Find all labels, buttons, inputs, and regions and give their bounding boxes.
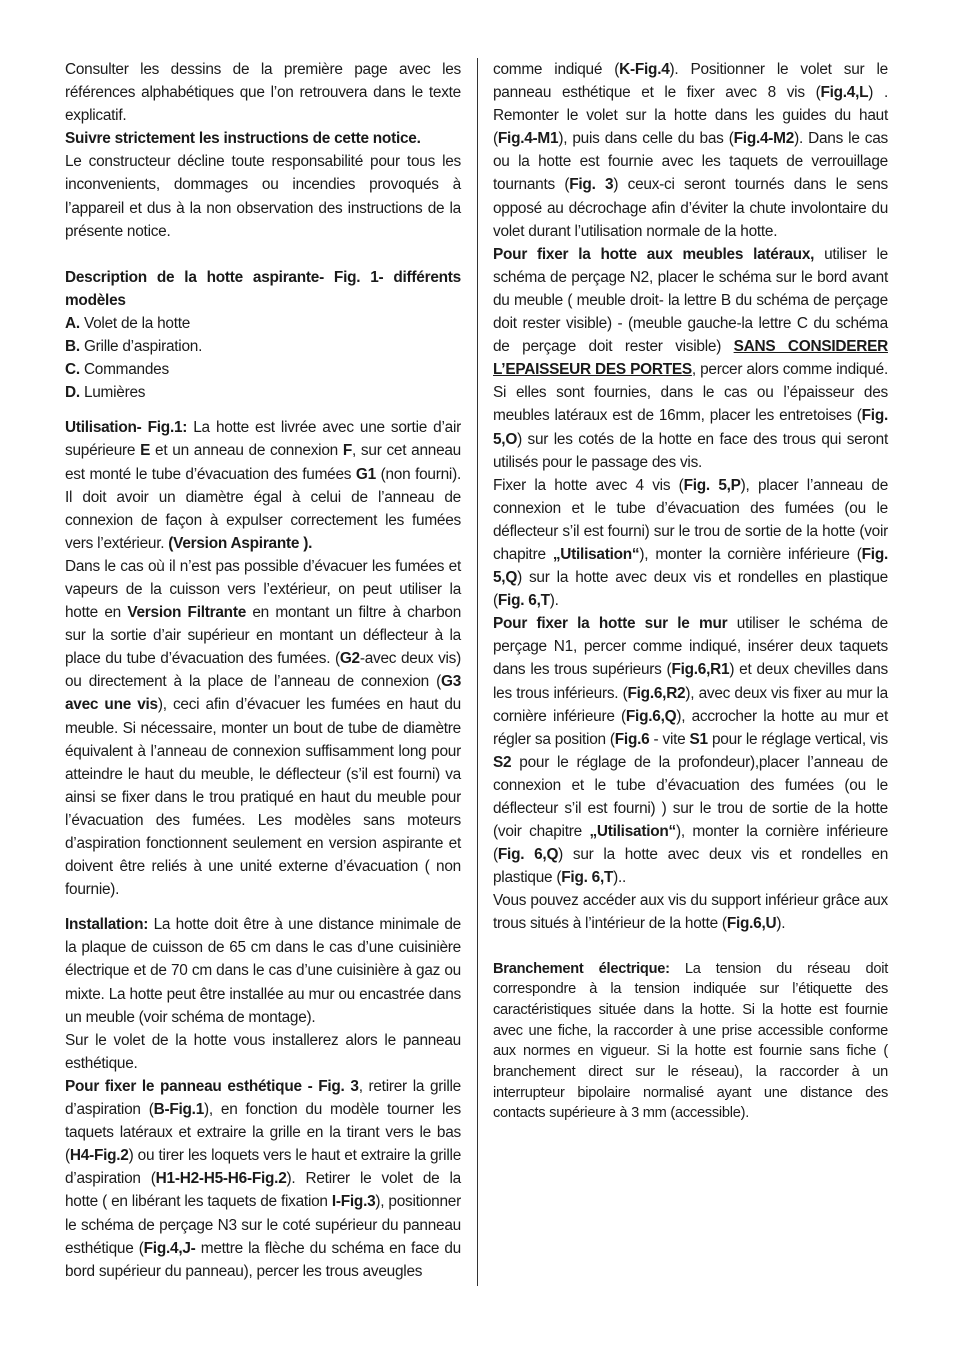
item-text: Volet de la hotte — [83, 314, 191, 332]
underlined-warning: SANS CONSIDERER L’EPAISSEUR DES PORTES — [493, 338, 888, 379]
text-run: Dans le cas où il n’est pas possible d’évacuer les fumées et vapeurs de la cuisson vers l’extérieur, on peut utiliser la hotte en — [65, 557, 461, 622]
ref-label: K-Fig.4 — [619, 61, 670, 78]
disclaimer-paragraph — [65, 150, 461, 242]
filtrante-paragraph — [65, 555, 461, 901]
section-heading: Utilisation- Fig.1: — [65, 419, 188, 437]
text-run: ) sur la hotte avec deux vis et rondelles en plastique ( — [493, 569, 888, 610]
description-item — [65, 381, 461, 404]
section-heading: Pour fixer la hotte sur le mur — [493, 615, 728, 633]
text-run: ), puis dans celle du bas ( — [558, 130, 734, 148]
right-column — [493, 58, 888, 1124]
item-text: Commandes — [83, 361, 169, 379]
text-run: pour le réglage de la profondeur),placer l’anneau de connexion et le tube d’évacuation des fumées (ou le déflecteur s’il est fourni) ) sur le trou de sortie de la hotte (voir chapitre — [493, 753, 888, 841]
text-run: -avec deux vis) ou directement à la place de l’anneau de connexion ( — [65, 650, 461, 691]
text-run: ), ceci afin d’évacuer les fumées en haut du meuble. Si nécessaire, monter un bout de tube de diamètre équivalent à l’anneau de connexion suffisamment long pour atteindre le haut du meuble, le déflecteur (s’il est fourni) va ainsi se fixer dans le trou pratiqué en haut du meuble pour l’évacuation des fumées. Les modèles sans moteurs d’aspiration fonctionnent seulement en version aspirante et doivent être reliés à une unité externe d’évacuation ( non fournie). — [65, 696, 461, 899]
intro-bold-text: Suivre strictement les instructions de cette notice. — [65, 130, 421, 148]
text-run: ) ou tirer les loquets vers le haut et extraire la grille d’aspiration ( — [65, 1147, 461, 1188]
installation-paragraph — [65, 913, 461, 1028]
intro-text: Consulter les dessins de la première page avec les références alphabétiques que l’on retrouvera dans le texte explicatif. — [65, 61, 461, 125]
text-run: ). — [549, 592, 559, 610]
ref-label: Fig.6,R1 — [671, 661, 730, 679]
text-run: ).. — [613, 869, 627, 887]
description-title-text: Description de la hotte aspirante- Fig. 1- différents modèles — [65, 268, 461, 309]
ref-label: (Version Aspirante ). — [168, 534, 313, 552]
item-text: Grille d’aspiration. — [83, 338, 203, 356]
ref-label: Fig. 6,T — [497, 592, 550, 610]
ref-label: Fig.4,L — [820, 84, 869, 102]
item-key: C. — [65, 361, 80, 379]
ref-label: Fig. 6,Q — [497, 846, 559, 864]
ref-label: „Utilisation“ — [589, 823, 676, 841]
left-column — [65, 58, 461, 1283]
ref-label: G3 avec une vis — [65, 673, 461, 714]
lateraux-paragraph — [493, 243, 888, 474]
ref-label: Fig.4-M1 — [497, 130, 559, 148]
text-run: (non fourni). Il doit avoir un diamètre égal à celui de l’anneau de connexion de façon à expulser correctement les fumées vers l’extérieur. — [65, 465, 461, 552]
item-key: B. — [65, 338, 80, 356]
text-run: ), accrocher la hotte au mur et régler sa position ( — [493, 707, 888, 748]
acces-paragraph — [493, 889, 888, 935]
text-run: comme indiqué ( — [493, 61, 620, 78]
ref-label: E — [140, 442, 151, 460]
text-run: ), placer l’anneau de connexion et le tube d’évacuation des fumées (ou le déflecteur s’il est fourni) sur le trou de sortie de la hotte (voir chapitre — [493, 476, 889, 563]
text-run: ) et deux chevilles dans les trous inférieurs. ( — [493, 661, 888, 702]
text-run: en montant un filtre à charbon sur la sortie d’air supérieur en montant un déflecteur à la place du tube d’évacuation des fumées. ( — [65, 604, 462, 668]
ref-label: Fig. 6,T — [561, 869, 614, 887]
text-run: Fixer la hotte avec 4 vis ( — [493, 476, 684, 494]
description-title — [65, 266, 461, 312]
text-run: , percer alors comme indiqué. Si elles sont fournies, dans le cas ou l’épaisseur des meubles latéraux est de 16mm, placer les entretoises ( — [493, 361, 888, 425]
continuation-paragraph — [493, 58, 888, 243]
ref-label: Fig.6,R2 — [627, 684, 686, 702]
text-run: ) sur les cotés de la hotte en face des trous qui seront utilisés pour le passage des vis. — [493, 430, 888, 471]
ref-label: B-Fig.1 — [153, 1101, 204, 1119]
ref-label: Fig. 5,O — [493, 407, 888, 448]
text-run: utiliser le schéma de perçage N1, percer comme indiqué, insérer deux taquets dans les trous supérieurs ( — [493, 615, 888, 679]
text-run: ). Positionner le volet sur le panneau esthétique et le fixer avec 8 vis ( — [493, 61, 888, 102]
fixer-paragraph — [493, 474, 888, 613]
text-run: utiliser le schéma de perçage N2, placer le schéma sur le bord avant du meuble ( meuble droit- la lettre B du schéma de perçage doit rester visible) - (meuble gauche-la lettre C du schéma de perçage doit rester visible) — [493, 245, 888, 356]
item-text: Lumières — [83, 384, 146, 402]
text-run: ), avec deux vis fixer au mur la cornière inférieure ( — [493, 684, 888, 725]
section-heading: Branchement électrique: — [493, 960, 670, 977]
text-run: pour le réglage vertical, vis — [707, 730, 888, 748]
intro-paragraph — [65, 58, 461, 127]
ref-label: I-Fig.3 — [331, 1193, 376, 1211]
item-key: A. — [65, 314, 80, 332]
section-heading: Pour fixer le panneau esthétique - Fig. 3 — [65, 1077, 359, 1095]
ref-label: Fig.6,U — [726, 915, 777, 933]
ref-label: G2 — [339, 650, 360, 668]
description-item — [65, 335, 461, 358]
text-run: , sur cet anneau est monté le tube d’évacuation des fumées — [65, 442, 461, 483]
mur-paragraph — [493, 612, 888, 889]
description-item — [65, 358, 461, 381]
volet-paragraph — [65, 1029, 461, 1075]
ref-label: H4-Fig.2 — [69, 1147, 129, 1165]
ref-label: F — [342, 442, 353, 460]
text-run: ), en fonction du modèle tourner les taquets latéraux et extraire la grille en la tirant vers le bas ( — [65, 1101, 461, 1165]
text-run: La hotte est livrée avec une sortie d’air supérieure — [65, 419, 461, 460]
item-key: D. — [65, 384, 80, 402]
text-run: ), monter la cornière inférieure ( — [639, 545, 862, 563]
panneau-paragraph — [65, 1075, 461, 1283]
utilisation-paragraph — [65, 416, 461, 555]
text-run: - vite — [649, 730, 690, 748]
text-run: ), positionner le schéma de perçage N3 sur le coté supérieur du panneau esthétique ( — [65, 1193, 461, 1257]
ref-label: Fig. 5,P — [683, 476, 741, 494]
ref-label: Fig.4-M2 — [733, 130, 795, 148]
ref-label: Fig.6,Q — [625, 707, 677, 725]
ref-label: Fig.6 — [614, 730, 650, 748]
electrique-paragraph — [493, 959, 888, 1125]
text-run: Sur le volet de la hotte vous installerez alors le panneau esthétique. — [65, 1031, 461, 1072]
text-run: Vous pouvez accéder aux vis du support inférieur grâce aux trous situés à l’intérieur de la hotte ( — [493, 892, 888, 933]
text-run: ) sur la hotte avec deux vis et rondelles en plastique ( — [493, 846, 888, 887]
ref-label: „Utilisation“ — [552, 545, 640, 563]
text-run: ). — [776, 915, 786, 933]
text-run: et un anneau de connexion — [150, 442, 343, 460]
section-heading: Pour fixer la hotte aux meubles latéraux, — [493, 245, 815, 263]
text-run: mettre la flèche du schéma en face du bord supérieur du panneau), percer les trous aveugles — [65, 1239, 461, 1280]
description-item — [65, 312, 461, 335]
text-run: La tension du réseau doit correspondre à la tension indiquée sur l’étiquette des caractéristiques située dans la hotte. Si la hotte est fournie avec une fiche, la raccorder à une prise accessible conforme aux normes en vigueur. Si la hotte est fournie sans fiche ( branchement direct sur le réseau), la raccorder à un interrupteur bipolaire normalisé ayant une distance des contacts supérieure à 3 mm (accessible). — [493, 960, 888, 1122]
ref-label: Fig. 5,Q — [493, 545, 888, 587]
text-run: La hotte doit être à une distance minimale de la plaque de cuisson de 65 cm dans le cas d’une cuisinière électrique et de 70 cm dans le cas d’une cuisinière à gaz ou mixte. La hotte peut être installée au mur ou encastrée dans un meuble (voir schéma de montage). — [65, 916, 461, 1026]
text-run: ). Dans le cas ou la hotte est fournie avec les taquets de verrouillage tournants ( — [493, 130, 888, 194]
ref-label: Fig. 3 — [569, 176, 614, 194]
section-heading: Installation: — [65, 916, 149, 934]
ref-label: S2 — [493, 753, 512, 771]
text-run: ). Retirer le volet de la hotte ( en libérant les taquets de fixation — [65, 1170, 461, 1211]
column-divider — [477, 58, 478, 1286]
text-run: , retirer la grille d’aspiration ( — [65, 1077, 461, 1119]
ref-label: Version Filtrante — [127, 604, 247, 622]
ref-label: Fig.4,J- — [143, 1239, 196, 1257]
intro-bold-line — [65, 127, 461, 150]
text-run: ) ceux-ci seront tournés dans le sens opposé au décrochage afin d’éviter la chute involontaire du volet durant l’utilisation normale de la hotte. — [493, 176, 888, 240]
ref-label: S1 — [689, 730, 708, 748]
text-run: ), monter la cornière inférieure ( — [493, 823, 889, 864]
disclaimer-text: Le constructeur décline toute responsabilité pour tous les inconvenients, dommages ou incendies provoqués à l’appareil et dus à la non observation des instructions de la présente notice. — [65, 153, 461, 240]
ref-label: G1 — [355, 465, 376, 483]
text-run: ) . Remonter le volet sur la hotte dans les guides du haut ( — [493, 84, 888, 148]
ref-label: H1-H2-H5-H6-Fig.2 — [155, 1170, 287, 1188]
